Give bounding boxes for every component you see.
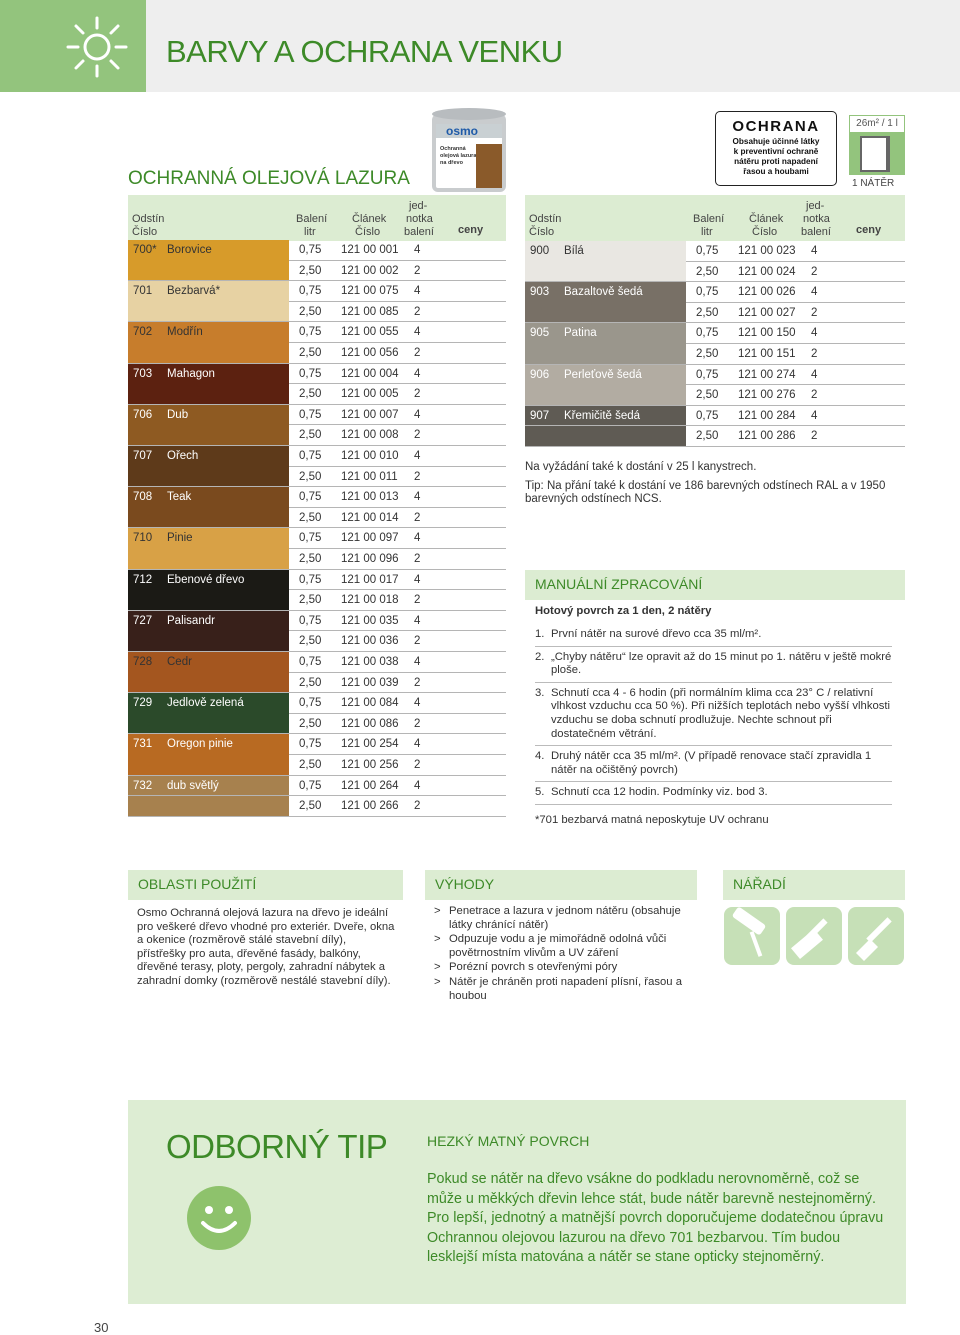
- unit-count: 2: [811, 430, 818, 443]
- unit-count: 4: [414, 614, 421, 627]
- article-number: 121 00 056: [341, 347, 399, 359]
- pack-size: 2,50: [299, 429, 322, 442]
- shade-name: Křemičitě šedá: [564, 409, 641, 422]
- unit-count: 4: [414, 408, 421, 421]
- step-4: 4. Druhý nátěr cca 35 ml/m². (V případě renovace stačí zpravidla 1 nátěr na očištěný povrch): [535, 746, 892, 782]
- pack-size: 2,50: [299, 594, 322, 607]
- pack-size: 0,75: [299, 738, 322, 751]
- article-number: 121 00 024: [738, 265, 796, 278]
- article-number: 121 00 075: [341, 285, 399, 298]
- shade-code: 728: [133, 656, 153, 668]
- article-number: 121 00 026: [738, 286, 796, 299]
- unit-count: 4: [414, 450, 421, 462]
- pack-size: 0,75: [696, 286, 719, 299]
- protection-desc-2: k preventivní ochraně: [733, 147, 819, 156]
- pack-size: 2,50: [299, 717, 322, 730]
- unit-count: 4: [414, 367, 421, 380]
- advantages-header: VÝHODY: [425, 870, 697, 900]
- shade-code: 712: [133, 573, 153, 586]
- unit-count: 2: [414, 470, 421, 483]
- step-2: 2. „Chyby nátěru“ lze opravit až do 15 minut po 1. nátěru v ještě mokré ploše.: [535, 647, 892, 683]
- article-number: 121 00 266: [341, 800, 399, 813]
- article-number: 121 00 013: [341, 491, 399, 504]
- shade-code: 907: [530, 409, 550, 422]
- unit-count: 4: [811, 245, 818, 257]
- shade-name: dub světlý: [167, 779, 219, 792]
- coverage-coats: 1 NÁTĚR: [852, 178, 895, 189]
- unit-count: 4: [811, 327, 818, 340]
- article-number: 121 00 254: [341, 738, 399, 751]
- pack-size: 2,50: [696, 306, 719, 319]
- pack-size: 0,75: [299, 532, 322, 545]
- header-article: Článek: [749, 213, 784, 225]
- coverage-value: 26m² / 1 l: [849, 115, 905, 133]
- header-pack: Balení: [693, 213, 725, 225]
- article-number: 121 00 005: [341, 388, 399, 401]
- article-number: 121 00 017: [341, 573, 399, 586]
- shade-code: 906: [530, 368, 550, 381]
- step-1: 1. První nátěr na surové dřevo cca 35 ml/m².: [535, 624, 892, 647]
- protection-desc-1: Obsahuje účinné látky: [732, 137, 820, 146]
- article-number: 121 00 038: [341, 656, 399, 668]
- left-table-header: [128, 195, 506, 241]
- unit-count: 2: [414, 800, 421, 813]
- shade-name: Borovice: [167, 244, 212, 256]
- unit-count: 4: [811, 368, 818, 381]
- pack-size: 0,75: [299, 244, 322, 256]
- shade-code: 707: [133, 450, 153, 462]
- pack-size: 0,75: [299, 326, 322, 339]
- article-number: 121 00 008: [341, 429, 399, 442]
- pack-size: 0,75: [299, 779, 322, 792]
- header-unit3: balení: [801, 226, 831, 238]
- article-number: 121 00 086: [341, 717, 399, 730]
- pack-size: 2,50: [299, 800, 322, 813]
- unit-count: 2: [414, 264, 421, 277]
- unit-count: 4: [811, 409, 818, 422]
- shade-code: 700*: [133, 244, 157, 256]
- shade-code: 703: [133, 367, 153, 380]
- right-table-header: [525, 195, 905, 241]
- usage-header: OBLASTI POUŽITÍ: [128, 870, 403, 900]
- row-divider: [128, 816, 289, 817]
- article-number: 121 00 002: [341, 264, 399, 277]
- row-divider: [128, 795, 289, 796]
- article-number: 121 00 150: [738, 327, 796, 340]
- pack-size: 2,50: [696, 348, 719, 360]
- article-number: 121 00 286: [738, 430, 796, 443]
- unit-count: 2: [811, 348, 818, 360]
- manual-steps: [535, 624, 892, 805]
- pack-size: 2,50: [299, 264, 322, 277]
- svg-text:Ochranná: Ochranná: [440, 146, 466, 152]
- header-article: Článek: [352, 213, 387, 225]
- unit-count: 4: [414, 697, 421, 710]
- manual-subtitle: Hotový povrch za 1 den, 2 nátěry: [535, 605, 712, 617]
- sun-icon: [66, 16, 128, 78]
- article-number: 121 00 084: [341, 697, 399, 710]
- section-title: OCHRANNÁ OLEJOVÁ LAZURA: [128, 168, 410, 189]
- step-3: 3. Schnutí cca 4 - 6 hodin (při normálním klima cca 23° C / relativní vlhkost vzduchu cca 50 %). Při nižších teplotách nebo vyšší vlhkosti vzduchu se doba schnutí prodlužuje. Nechte schnout při dostatečném větrání.: [535, 683, 892, 746]
- header-number: Číslo: [529, 226, 555, 238]
- header-unit1: jed-: [409, 200, 428, 212]
- advantage-item: > Porézní povrch s otevřenými póry: [434, 961, 618, 974]
- article-number: 121 00 004: [341, 367, 399, 380]
- advantage-item: > Nátěr je chráněn proti napadení plísní, řasou a houbou: [434, 975, 682, 1002]
- unit-count: 4: [414, 738, 421, 751]
- shade-name: Dub: [167, 408, 189, 421]
- can-coverage-icon: [860, 136, 890, 172]
- pack-size: 0,75: [299, 697, 322, 710]
- article-number: 121 00 096: [341, 553, 399, 565]
- tip-text: Pokud se nátěr na dřevo vsákne do podkladu nerovnoměrně, což se může u měkkých dřevin lehce stát, bude nátěr barevně nestejnoměrný. Pro lepší, jednotný a matnější povrch doporučujeme dodatečnou úpravu Ochrannou olejovou lazurou na dřevo 701 bezbarvou. Tím budou lesklejší místa matována a nátěr se stane opticky stejnoměrný.: [427, 1171, 884, 1265]
- shade-name: Ořech: [167, 450, 199, 462]
- pack-size: 0,75: [696, 327, 719, 340]
- shade-code: 706: [133, 408, 153, 421]
- tools-header: NÁŘADÍ: [723, 870, 905, 900]
- shade-name: Cedr: [167, 656, 192, 668]
- unit-count: 4: [414, 656, 421, 668]
- unit-count: 4: [414, 285, 421, 298]
- article-number: 121 00 023: [738, 245, 796, 257]
- shade-name: Jedlově zelená: [167, 697, 244, 710]
- protection-desc-4: řasou a houbami: [743, 167, 809, 176]
- shade-code: 702: [133, 326, 153, 339]
- article-number: 121 00 027: [738, 306, 796, 319]
- pack-size: 2,50: [299, 759, 322, 771]
- header-litre: litr: [701, 226, 713, 238]
- header-shade: Odstín: [529, 213, 562, 225]
- header-price: ceny: [458, 224, 484, 236]
- shade-name: Teak: [167, 491, 192, 504]
- header-unit2: notka: [406, 213, 433, 225]
- page-number: 30: [94, 1320, 109, 1335]
- row-divider: [525, 446, 686, 447]
- shade-code: 903: [530, 286, 550, 299]
- article-number: 121 00 097: [341, 532, 399, 545]
- svg-text:na dřevo: na dřevo: [440, 160, 463, 166]
- shade-name: Mahagon: [167, 367, 215, 380]
- manual-header: MANUÁLNÍ ZPRACOVÁNÍ: [525, 570, 905, 600]
- pack-size: 2,50: [696, 430, 719, 443]
- header-litre: litr: [304, 226, 316, 238]
- shade-name: Bazaltově šedá: [564, 286, 643, 299]
- protection-title: OCHRANA: [732, 118, 820, 135]
- article-number: 121 00 151: [738, 348, 796, 360]
- pack-size: 0,75: [299, 285, 322, 298]
- header-article-no: Číslo: [355, 226, 381, 238]
- header-unit3: balení: [404, 226, 434, 238]
- unit-count: 4: [414, 326, 421, 339]
- pack-size: 2,50: [299, 635, 322, 648]
- shade-code: 732: [133, 779, 153, 792]
- article-number: 121 00 284: [738, 409, 796, 422]
- header-unit1: jed-: [806, 200, 825, 212]
- header-unit2: notka: [803, 213, 830, 225]
- header-pack: Balení: [296, 213, 328, 225]
- header-article-no: Číslo: [752, 226, 778, 238]
- article-number: 121 00 010: [341, 450, 399, 462]
- shade-name: Oregon pinie: [167, 738, 233, 751]
- svg-text:olejová lazura: olejová lazura: [440, 153, 477, 159]
- header-shade: Odstín: [132, 213, 165, 225]
- shade-name: Patina: [564, 327, 597, 340]
- note-ral: Tip: Na přání také k dostání ve 186 barevných odstínech RAL a v 1950 barevných odstínech NCS.: [525, 480, 886, 505]
- pack-size: 0,75: [299, 367, 322, 380]
- pack-size: 0,75: [299, 491, 322, 504]
- shade-name: Bílá: [564, 245, 584, 257]
- unit-count: 2: [414, 388, 421, 401]
- roller-icon: [724, 907, 780, 965]
- shade-code: 900: [530, 245, 550, 257]
- note-canister: Na vyžádání také k dostání v 25 l kanystrech.: [525, 461, 757, 473]
- article-number: 121 00 055: [341, 326, 399, 339]
- article-number: 121 00 007: [341, 408, 399, 421]
- shade-name: Modřín: [167, 326, 203, 339]
- pack-size: 2,50: [696, 265, 719, 278]
- unit-count: 2: [414, 347, 421, 359]
- brush-icon: [848, 907, 904, 965]
- unit-count: 2: [414, 553, 421, 565]
- unit-count: 2: [811, 389, 818, 402]
- protection-badge: [715, 111, 837, 186]
- unit-count: 4: [414, 491, 421, 504]
- pack-size: 0,75: [299, 614, 322, 627]
- shade-code: 710: [133, 532, 153, 545]
- shade-name: Palisandr: [167, 614, 215, 627]
- unit-count: 4: [414, 532, 421, 545]
- article-number: 121 00 085: [341, 305, 399, 318]
- unit-count: 4: [811, 286, 818, 299]
- unit-count: 2: [414, 594, 421, 607]
- article-number: 121 00 039: [341, 676, 399, 689]
- unit-count: 2: [414, 511, 421, 524]
- article-number: 121 00 035: [341, 614, 399, 627]
- pack-size: 2,50: [299, 553, 322, 565]
- protection-desc-3: nátěru proti napadení: [734, 157, 818, 166]
- unit-count: 2: [414, 305, 421, 318]
- article-number: 121 00 011: [341, 470, 398, 483]
- step-5: 5. Schnutí cca 12 hodin. Podmínky viz. bod 3.: [535, 782, 892, 805]
- flat-brush-icon: [786, 907, 842, 965]
- header-number: Číslo: [132, 226, 158, 238]
- product-can-image: [424, 104, 514, 194]
- pack-size: 0,75: [299, 656, 322, 668]
- unit-count: 2: [414, 676, 421, 689]
- tip-title: ODBORNÝ TIP: [166, 1128, 388, 1165]
- article-number: 121 00 274: [738, 368, 796, 381]
- article-number: 121 00 264: [341, 779, 399, 792]
- pack-size: 2,50: [299, 305, 322, 318]
- unit-count: 2: [811, 306, 818, 319]
- article-number: 121 00 036: [341, 635, 399, 648]
- unit-count: 2: [414, 759, 421, 771]
- unit-count: 2: [414, 429, 421, 442]
- advantage-item: > Odpuzuje vodu a je mimořádně odolná vůči povětrnostním vlivům a UV záření: [434, 933, 667, 959]
- advantages-list: [434, 905, 694, 1003]
- shade-name: Bezbarvá*: [167, 285, 221, 298]
- uv-footnote: *701 bezbarvá matná neposkytuje UV ochranu: [535, 814, 769, 826]
- shade-code: 701: [133, 285, 153, 298]
- shade-code: 708: [133, 491, 153, 504]
- shade-code: 729: [133, 697, 153, 710]
- pack-size: 0,75: [696, 368, 719, 381]
- tip-subtitle: HEZKÝ MATNÝ POVRCH: [427, 1133, 590, 1149]
- page-title: BARVY A OCHRANA VENKU: [166, 34, 563, 69]
- article-number: 121 00 014: [341, 511, 399, 524]
- unit-count: 4: [414, 244, 421, 256]
- usage-text: Osmo Ochranná olejová lazura na dřevo je ideální pro veškeré dřevo vhodné pro exteriér. Dveře, okna a okenice (rozměrově stálé stavební díly), přístřešky pro auta, dřevěné fasády, balkóny, dřevěné terasy, ploty, pergoly, zahradní nábytek a zahradní domky (rozměrově nestálé stavební díly).: [137, 907, 395, 987]
- unit-count: 4: [414, 573, 421, 586]
- shade-name: Ebenové dřevo: [167, 573, 245, 586]
- smiley-icon: [186, 1185, 252, 1251]
- advantage-item: > Penetrace a lazura v jednom nátěru (obsahuje látky chránící nátěr): [434, 905, 681, 931]
- article-number: 121 00 018: [341, 594, 399, 607]
- shade-name: Perleťově šedá: [564, 368, 642, 381]
- pack-size: 2,50: [299, 511, 322, 524]
- product-brand: osmo: [446, 124, 479, 138]
- header-price: ceny: [856, 224, 882, 236]
- pack-size: 2,50: [299, 347, 322, 359]
- shade-code: 727: [133, 614, 153, 627]
- article-number: 121 00 256: [341, 759, 399, 771]
- pack-size: 0,75: [696, 245, 719, 257]
- pack-size: 0,75: [299, 450, 322, 462]
- row-divider: [525, 425, 686, 426]
- unit-count: 2: [414, 717, 421, 730]
- shade-code: 905: [530, 327, 550, 340]
- unit-count: 4: [414, 779, 421, 792]
- unit-count: 2: [811, 265, 818, 278]
- pack-size: 2,50: [299, 388, 322, 401]
- article-number: 121 00 001: [341, 244, 399, 256]
- pack-size: 2,50: [696, 389, 719, 402]
- shade-code: 731: [133, 738, 153, 751]
- pack-size: 0,75: [696, 409, 719, 422]
- article-number: 121 00 276: [738, 389, 796, 402]
- pack-size: 0,75: [299, 573, 322, 586]
- pack-size: 2,50: [299, 470, 322, 483]
- unit-count: 2: [414, 635, 421, 648]
- pack-size: 2,50: [299, 676, 322, 689]
- pack-size: 0,75: [299, 408, 322, 421]
- shade-name: Pinie: [167, 532, 193, 545]
